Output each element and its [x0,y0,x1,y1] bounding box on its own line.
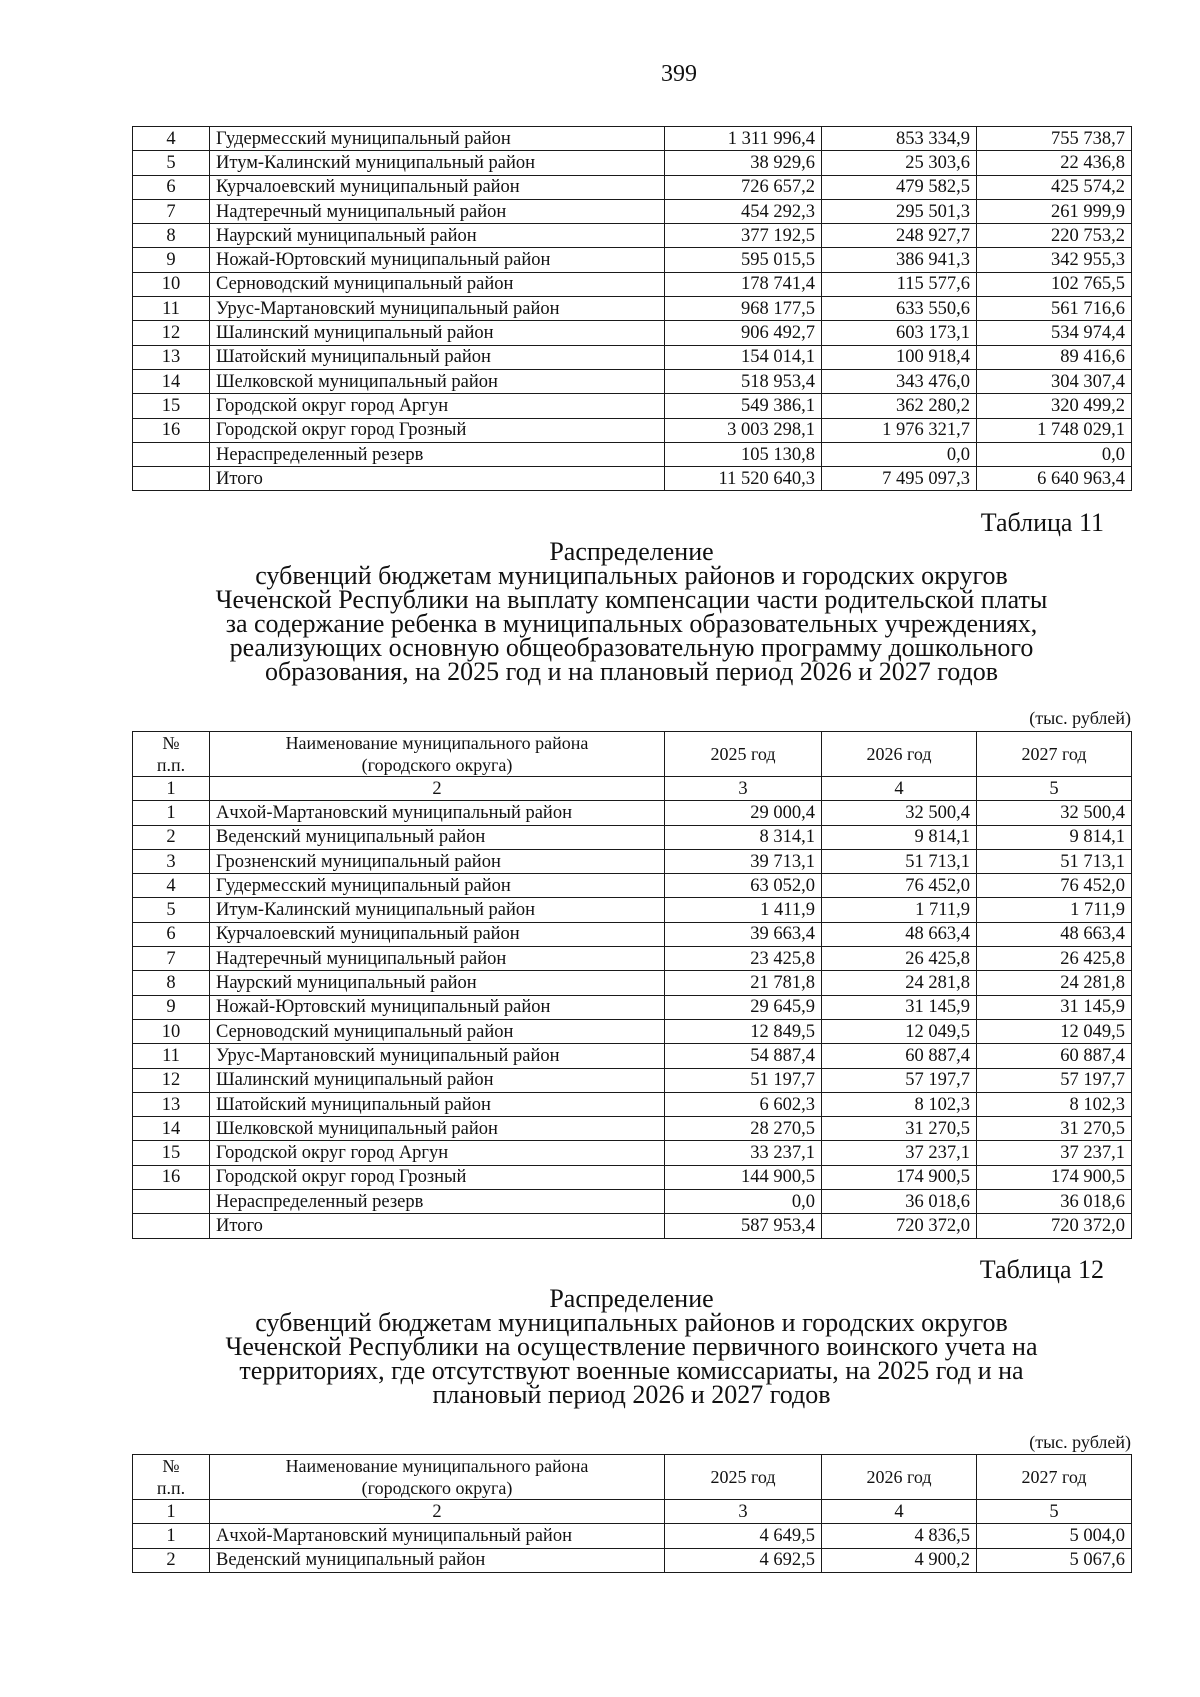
table11-units: (тыс. рублей) [1029,708,1131,728]
row-number: 7 [133,947,210,971]
value-2027: 48 663,4 [977,922,1132,946]
table-row [133,825,1132,849]
value-2026: 57 197,7 [822,1068,977,1092]
value-2025: 4 649,5 [665,1524,822,1548]
row-name: Надтеречный муниципальный район [210,199,665,223]
row-name: Шатойский муниципальный район [210,1092,665,1116]
row-name: Надтеречный муниципальный район [210,947,665,971]
row-name: Нераспределенный резерв [210,1190,665,1214]
table-prev-continuation [132,126,1132,491]
table-row [133,151,1132,175]
table-row [133,467,1132,491]
value-2025: 6 602,3 [665,1092,822,1116]
table11-label: Таблица 11 [980,508,1104,537]
value-2026: 26 425,8 [822,947,977,971]
value-2027: 261 999,9 [977,199,1132,223]
table-prev-body [133,127,1132,491]
table-row [133,1548,1132,1572]
row-number: 9 [133,995,210,1019]
value-2025: 377 192,5 [665,224,822,248]
row-number: 1 [133,801,210,825]
value-2027: 534 974,4 [977,321,1132,345]
row-name: Шалинский муниципальный район [210,1068,665,1092]
title-line: реализующих основную общеобразовательную программу дошкольного [229,633,1034,662]
value-2026: 295 501,3 [822,199,977,223]
value-2027: 342 955,3 [977,248,1132,272]
row-number: 16 [133,1165,210,1189]
table-row [133,971,1132,995]
value-2027: 6 640 963,4 [977,467,1132,491]
value-2025: 38 929,6 [665,151,822,175]
row-name: Веденский муниципальный район [210,1548,665,1572]
colnum: 5 [977,1500,1132,1524]
value-2026: 37 237,1 [822,1141,977,1165]
table-row [133,369,1132,393]
value-2027: 26 425,8 [977,947,1132,971]
colnum: 4 [822,1500,977,1524]
colnum: 3 [665,777,822,801]
header-number: № п.п. [133,732,210,777]
row-number: 10 [133,272,210,296]
header-2026: 2026 год [822,1455,977,1500]
value-2025: 0,0 [665,1190,822,1214]
value-2027: 102 765,5 [977,272,1132,296]
value-2026: 343 476,0 [822,369,977,393]
value-2027: 36 018,6 [977,1190,1132,1214]
value-2026: 31 270,5 [822,1117,977,1141]
row-name: Шелковской муниципальный район [210,1117,665,1141]
table-row [133,297,1132,321]
value-2025: 105 130,8 [665,442,822,466]
row-number: 14 [133,369,210,393]
value-2027: 32 500,4 [977,801,1132,825]
row-number: 2 [133,1548,210,1572]
header-2025: 2025 год [665,1455,822,1500]
table11-header-row [133,732,1132,777]
table-row [133,1214,1132,1238]
value-2025: 33 237,1 [665,1141,822,1165]
colnum: 3 [665,1500,822,1524]
row-number: 1 [133,1524,210,1548]
value-2027: 9 814,1 [977,825,1132,849]
colnum: 5 [977,777,1132,801]
value-2026: 32 500,4 [822,801,977,825]
value-2027: 720 372,0 [977,1214,1132,1238]
value-2027: 755 738,7 [977,127,1132,151]
value-2026: 0,0 [822,442,977,466]
row-name: Урус-Мартановский муниципальный район [210,297,665,321]
value-2025: 906 492,7 [665,321,822,345]
row-name: Гудермесский муниципальный район [210,127,665,151]
value-2025: 29 000,4 [665,801,822,825]
value-2026: 48 663,4 [822,922,977,946]
title-line: плановый период 2026 и 2027 годов [432,1380,831,1409]
value-2026: 7 495 097,3 [822,467,977,491]
row-number: 2 [133,825,210,849]
value-2026: 4 836,5 [822,1524,977,1548]
table-row [133,199,1132,223]
value-2025: 29 645,9 [665,995,822,1019]
row-name: Ножай-Юртовский муниципальный район [210,248,665,272]
row-number: 15 [133,394,210,418]
value-2027: 89 416,6 [977,345,1132,369]
row-name: Итум-Калинский муниципальный район [210,898,665,922]
title-line: Чеченской Республики на осуществление первичного воинского учета на [225,1332,1038,1361]
table-row [133,345,1132,369]
table-row [133,1068,1132,1092]
table-row [133,248,1132,272]
table12-label: Таблица 12 [979,1255,1104,1284]
value-2025: 39 713,1 [665,849,822,873]
colnum: 2 [210,777,665,801]
value-2025: 28 270,5 [665,1117,822,1141]
row-number: 3 [133,849,210,873]
table-row [133,947,1132,971]
table-row [133,801,1132,825]
title-line: Распределение [549,537,714,566]
row-name: Шелковской муниципальный район [210,369,665,393]
row-name: Ножай-Юртовский муниципальный район [210,995,665,1019]
value-2026: 386 941,3 [822,248,977,272]
row-name: Шалинский муниципальный район [210,321,665,345]
value-2027: 37 237,1 [977,1141,1132,1165]
row-number: 7 [133,199,210,223]
row-number: 5 [133,898,210,922]
table-row [133,175,1132,199]
row-number: 11 [133,1044,210,1068]
table-row [133,272,1132,296]
colnum: 2 [210,1500,665,1524]
row-name: Городской округ город Грозный [210,418,665,442]
value-2025: 51 197,7 [665,1068,822,1092]
value-2027: 22 436,8 [977,151,1132,175]
table12-header-row [133,1455,1132,1500]
row-number: 9 [133,248,210,272]
row-number: 11 [133,297,210,321]
value-2025: 968 177,5 [665,297,822,321]
value-2026: 853 334,9 [822,127,977,151]
value-2027: 5 067,6 [977,1548,1132,1572]
value-2025: 54 887,4 [665,1044,822,1068]
value-2026: 12 049,5 [822,1019,977,1043]
value-2026: 362 280,2 [822,394,977,418]
value-2026: 76 452,0 [822,874,977,898]
value-2026: 100 918,4 [822,345,977,369]
value-2026: 8 102,3 [822,1092,977,1116]
value-2026: 36 018,6 [822,1190,977,1214]
row-number: 8 [133,971,210,995]
value-2025: 595 015,5 [665,248,822,272]
value-2025: 4 692,5 [665,1548,822,1572]
row-name: Курчалоевский муниципальный район [210,175,665,199]
row-name: Итого [210,1214,665,1238]
page-number: 399 [661,61,697,87]
value-2025: 587 953,4 [665,1214,822,1238]
value-2025: 39 663,4 [665,922,822,946]
table12 [132,1454,1132,1573]
header-2025: 2025 год [665,732,822,777]
table-row [133,418,1132,442]
value-2027: 24 281,8 [977,971,1132,995]
value-2026: 603 173,1 [822,321,977,345]
row-name: Итум-Калинский муниципальный район [210,151,665,175]
table-row [133,995,1132,1019]
table-row [133,874,1132,898]
title-line: Распределение [549,1284,714,1313]
row-name: Шатойский муниципальный район [210,345,665,369]
value-2027: 561 716,6 [977,297,1132,321]
row-name: Серноводский муниципальный район [210,1019,665,1043]
title-line: субвенций бюджетам муниципальных районов и городских округов [255,561,1008,590]
value-2027: 320 499,2 [977,394,1132,418]
value-2027: 51 713,1 [977,849,1132,873]
row-name: Гудермесский муниципальный район [210,874,665,898]
table12-title [132,1284,1131,1409]
value-2027: 12 049,5 [977,1019,1132,1043]
table-row [133,898,1132,922]
row-name: Городской округ город Аргун [210,1141,665,1165]
row-name: Грозненский муниципальный район [210,849,665,873]
header-number: № п.п. [133,1455,210,1500]
value-2026: 4 900,2 [822,1548,977,1572]
row-name: Серноводский муниципальный район [210,272,665,296]
row-number [133,442,210,466]
table-row [133,127,1132,151]
header-2027: 2027 год [977,1455,1132,1500]
value-2027: 76 452,0 [977,874,1132,898]
value-2026: 9 814,1 [822,825,977,849]
row-number: 8 [133,224,210,248]
value-2027: 220 753,2 [977,224,1132,248]
table-row [133,1141,1132,1165]
title-line: за содержание ребенка в муниципальных образовательных учреждениях, [225,609,1038,638]
row-number: 15 [133,1141,210,1165]
row-name: Нераспределенный резерв [210,442,665,466]
value-2025: 454 292,3 [665,199,822,223]
title-line: Чеченской Республики на выплату компенсации части родительской платы [215,585,1048,614]
value-2025: 23 425,8 [665,947,822,971]
value-2026: 1 711,9 [822,898,977,922]
row-name: Итого [210,467,665,491]
value-2026: 720 372,0 [822,1214,977,1238]
row-number: 5 [133,151,210,175]
table-row [133,922,1132,946]
table-row [133,1044,1132,1068]
table11-body [133,801,1132,1238]
value-2025: 144 900,5 [665,1165,822,1189]
value-2027: 1 711,9 [977,898,1132,922]
value-2026: 248 927,7 [822,224,977,248]
row-number: 14 [133,1117,210,1141]
row-name: Наурский муниципальный район [210,224,665,248]
value-2026: 1 976 321,7 [822,418,977,442]
value-2025: 8 314,1 [665,825,822,849]
value-2027: 31 270,5 [977,1117,1132,1141]
row-number: 13 [133,1092,210,1116]
value-2025: 3 003 298,1 [665,418,822,442]
header-name: Наименование муниципального района (городского округа) [210,1455,665,1500]
value-2027: 304 307,4 [977,369,1132,393]
table-row [133,1092,1132,1116]
value-2025: 11 520 640,3 [665,467,822,491]
value-2027: 425 574,2 [977,175,1132,199]
row-number [133,467,210,491]
row-number: 6 [133,922,210,946]
row-number: 12 [133,1068,210,1092]
table-row [133,321,1132,345]
table12-column-numbers-row [133,1500,1132,1524]
value-2026: 24 281,8 [822,971,977,995]
value-2026: 174 900,5 [822,1165,977,1189]
row-number [133,1190,210,1214]
table-row [133,1019,1132,1043]
table-row [133,442,1132,466]
table11-title [132,537,1131,686]
value-2026: 633 550,6 [822,297,977,321]
row-number: 4 [133,127,210,151]
table12-body [133,1524,1132,1573]
value-2027: 174 900,5 [977,1165,1132,1189]
title-line: субвенций бюджетам муниципальных районов и городских округов [255,1308,1008,1337]
row-number [133,1214,210,1238]
table-row [133,1190,1132,1214]
row-name: Городской округ город Грозный [210,1165,665,1189]
table-row [133,1117,1132,1141]
header-2026: 2026 год [822,732,977,777]
value-2025: 63 052,0 [665,874,822,898]
row-number: 12 [133,321,210,345]
value-2027: 8 102,3 [977,1092,1132,1116]
value-2025: 518 953,4 [665,369,822,393]
row-name: Урус-Мартановский муниципальный район [210,1044,665,1068]
row-number: 13 [133,345,210,369]
row-number: 6 [133,175,210,199]
table-row [133,394,1132,418]
colnum: 1 [133,777,210,801]
row-name: Ачхой-Мартановский муниципальный район [210,1524,665,1548]
value-2026: 115 577,6 [822,272,977,296]
value-2027: 0,0 [977,442,1132,466]
row-name: Ачхой-Мартановский муниципальный район [210,801,665,825]
value-2025: 12 849,5 [665,1019,822,1043]
value-2026: 60 887,4 [822,1044,977,1068]
table-row [133,1524,1132,1548]
row-number: 10 [133,1019,210,1043]
value-2027: 1 748 029,1 [977,418,1132,442]
value-2025: 1 311 996,4 [665,127,822,151]
value-2026: 31 145,9 [822,995,977,1019]
value-2025: 154 014,1 [665,345,822,369]
value-2026: 479 582,5 [822,175,977,199]
value-2025: 1 411,9 [665,898,822,922]
value-2026: 51 713,1 [822,849,977,873]
row-number: 4 [133,874,210,898]
value-2027: 5 004,0 [977,1524,1132,1548]
row-name: Городской округ город Аргун [210,394,665,418]
value-2026: 25 303,6 [822,151,977,175]
table-row [133,1165,1132,1189]
header-name: Наименование муниципального района (городского округа) [210,732,665,777]
row-name: Веденский муниципальный район [210,825,665,849]
value-2025: 178 741,4 [665,272,822,296]
header-2027: 2027 год [977,732,1132,777]
value-2027: 60 887,4 [977,1044,1132,1068]
table11-column-numbers-row [133,777,1132,801]
value-2025: 726 657,2 [665,175,822,199]
table12-units: (тыс. рублей) [1029,1432,1131,1452]
table11 [132,731,1132,1239]
table-row [133,224,1132,248]
colnum: 1 [133,1500,210,1524]
value-2025: 21 781,8 [665,971,822,995]
value-2027: 31 145,9 [977,995,1132,1019]
row-name: Наурский муниципальный район [210,971,665,995]
row-number: 16 [133,418,210,442]
value-2027: 57 197,7 [977,1068,1132,1092]
title-line: территориях, где отсутствуют военные комиссариаты, на 2025 год и на [239,1356,1024,1385]
table-row [133,849,1132,873]
colnum: 4 [822,777,977,801]
title-line: образования, на 2025 год и на плановый период 2026 и 2027 годов [264,657,998,686]
value-2025: 549 386,1 [665,394,822,418]
row-name: Курчалоевский муниципальный район [210,922,665,946]
